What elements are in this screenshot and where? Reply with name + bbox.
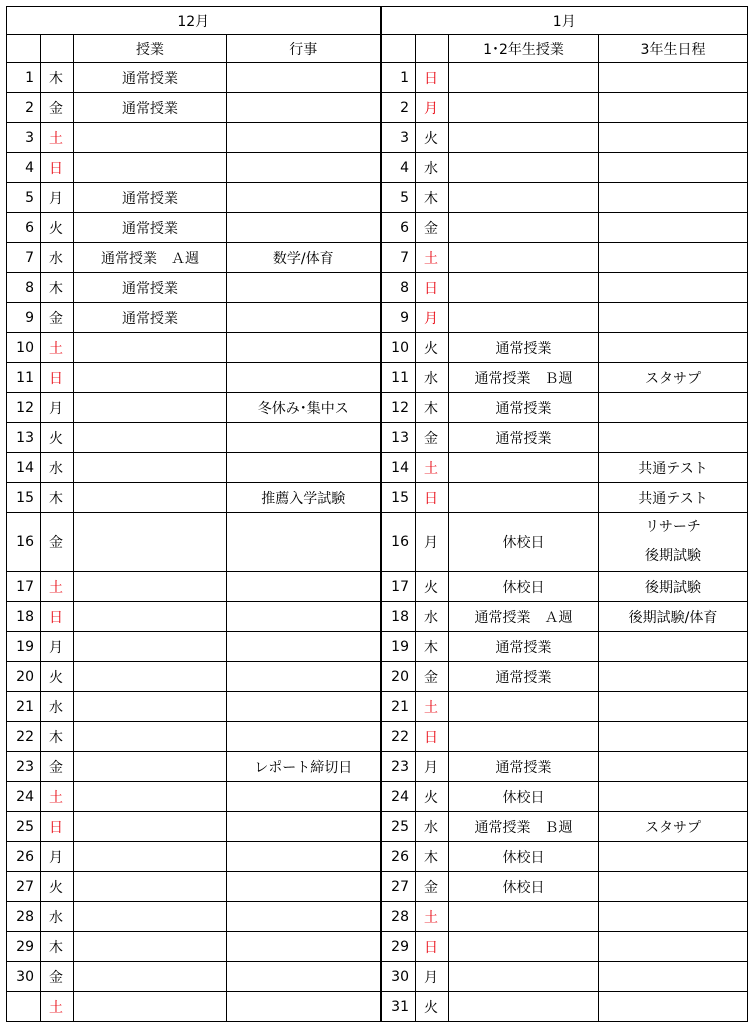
dec-day-number: 27 xyxy=(7,872,41,902)
jan-day-number: 3 xyxy=(381,123,416,153)
jan-third-year-cell xyxy=(599,932,748,962)
dec-day-number: 1 xyxy=(7,63,41,93)
table-row xyxy=(7,183,748,213)
table-row xyxy=(7,572,748,602)
dec-event-cell: 冬休み･集中ス xyxy=(227,393,381,423)
jan-day-number: 24 xyxy=(381,782,416,812)
dec-class-cell xyxy=(74,513,227,572)
jan-day-number: 26 xyxy=(381,842,416,872)
jan-day-number: 21 xyxy=(381,692,416,722)
schedule-table xyxy=(6,6,748,1022)
jan-weekday: 日 xyxy=(416,273,449,303)
table-row xyxy=(7,632,748,662)
jan-weekday: 月 xyxy=(416,962,449,992)
dec-class-cell xyxy=(74,453,227,483)
jan-third-year-cell xyxy=(599,842,748,872)
table-row xyxy=(7,962,748,992)
dec-day-number: 7 xyxy=(7,243,41,273)
jan-weekday: 日 xyxy=(416,722,449,752)
dec-class-cell xyxy=(74,692,227,722)
jan-third-year-cell xyxy=(599,423,748,453)
table-row xyxy=(7,722,748,752)
jan-day-number: 2 xyxy=(381,93,416,123)
jan-third-year-cell xyxy=(599,902,748,932)
jan-third-year-header: 3年生日程 xyxy=(599,35,748,63)
dec-class-cell xyxy=(74,363,227,393)
dec-class-cell xyxy=(74,662,227,692)
dec-weekday: 木 xyxy=(41,722,74,752)
dec-class-cell xyxy=(74,333,227,363)
jan-class-cell xyxy=(449,453,599,483)
december-header: 12月 xyxy=(7,7,381,35)
jan-class-cell: 通常授業 Ｂ週 xyxy=(449,363,599,393)
month-header-row xyxy=(7,7,748,35)
table-row xyxy=(7,93,748,123)
table-row xyxy=(7,992,748,1022)
jan-day-number: 17 xyxy=(381,572,416,602)
jan-class-cell xyxy=(449,303,599,333)
table-row xyxy=(7,453,748,483)
jan-class-cell xyxy=(449,273,599,303)
table-row xyxy=(7,752,748,782)
jan-third-year-cell xyxy=(599,782,748,812)
jan-day-number: 12 xyxy=(381,393,416,423)
dec-class-cell xyxy=(74,812,227,842)
jan-day-number: 8 xyxy=(381,273,416,303)
dec-class-cell xyxy=(74,483,227,513)
jan-third-year-cell xyxy=(599,752,748,782)
jan-third-year-cell xyxy=(599,632,748,662)
jan-weekday: 土 xyxy=(416,692,449,722)
table-row xyxy=(7,872,748,902)
jan-class-cell: 休校日 xyxy=(449,842,599,872)
dec-event-cell xyxy=(227,692,381,722)
dec-day-number: 5 xyxy=(7,183,41,213)
jan-weekday: 月 xyxy=(416,752,449,782)
dec-weekday: 土 xyxy=(41,572,74,602)
dec-class-cell xyxy=(74,752,227,782)
dec-weekday: 土 xyxy=(41,782,74,812)
dec-weekday: 木 xyxy=(41,483,74,513)
jan-class-cell xyxy=(449,183,599,213)
jan-third-year-cell xyxy=(599,722,748,752)
jan-day-number: 29 xyxy=(381,932,416,962)
dec-weekday: 金 xyxy=(41,93,74,123)
dec-day-number: 20 xyxy=(7,662,41,692)
dec-day-number: 18 xyxy=(7,602,41,632)
dec-day-number: 10 xyxy=(7,333,41,363)
table-row xyxy=(7,902,748,932)
jan-third-year-cell xyxy=(599,213,748,243)
jan-third-year-cell: 共通テスト xyxy=(599,483,748,513)
jan-third-year-cell: 共通テスト xyxy=(599,453,748,483)
dec-class-cell xyxy=(74,423,227,453)
jan-class-cell xyxy=(449,992,599,1022)
table-row xyxy=(7,513,748,572)
jan-day-number: 22 xyxy=(381,722,416,752)
dec-class-cell: 通常授業 xyxy=(74,183,227,213)
jan-weekday: 土 xyxy=(416,902,449,932)
dec-weekday: 金 xyxy=(41,752,74,782)
jan-weekday: 日 xyxy=(416,932,449,962)
dec-weekday: 火 xyxy=(41,662,74,692)
jan-weekday: 火 xyxy=(416,992,449,1022)
dec-event-cell xyxy=(227,183,381,213)
jan-third-year-cell xyxy=(599,243,748,273)
dec-class-cell xyxy=(74,872,227,902)
dec-event-cell xyxy=(227,902,381,932)
jan-day-number: 16 xyxy=(381,513,416,572)
dec-day-number: 14 xyxy=(7,453,41,483)
dec-weekday: 日 xyxy=(41,363,74,393)
jan-third-year-cell xyxy=(599,962,748,992)
jan-weekday: 金 xyxy=(416,213,449,243)
jan-class-cell: 休校日 xyxy=(449,782,599,812)
dec-event-cell xyxy=(227,513,381,572)
jan-day-number: 4 xyxy=(381,153,416,183)
jan-class-cell xyxy=(449,153,599,183)
dec-event-cell: 推薦入学試験 xyxy=(227,483,381,513)
jan-weekday: 月 xyxy=(416,513,449,572)
table-row xyxy=(7,842,748,872)
dec-day-number: 24 xyxy=(7,782,41,812)
table-row xyxy=(7,333,748,363)
jan-weekday: 日 xyxy=(416,63,449,93)
jan-day-number: 27 xyxy=(381,872,416,902)
dec-class-cell xyxy=(74,602,227,632)
dec-day-number: 21 xyxy=(7,692,41,722)
jan-class-cell: 休校日 xyxy=(449,513,599,572)
jan-class-cell: 通常授業 xyxy=(449,662,599,692)
blank-header-cell xyxy=(416,35,449,63)
dec-class-cell xyxy=(74,153,227,183)
jan-third-year-cell xyxy=(599,692,748,722)
jan-third-year-cell xyxy=(599,303,748,333)
dec-event-cell: 数学/体育 xyxy=(227,243,381,273)
dec-event-cell xyxy=(227,453,381,483)
dec-class-cell: 通常授業 xyxy=(74,63,227,93)
dec-day-number: 15 xyxy=(7,483,41,513)
dec-weekday: 日 xyxy=(41,812,74,842)
dec-event-cell xyxy=(227,992,381,1022)
jan-class-cell: 通常授業 xyxy=(449,752,599,782)
jan-class-cell: 通常授業 Ａ週 xyxy=(449,602,599,632)
dec-day-number: 19 xyxy=(7,632,41,662)
table-row xyxy=(7,602,748,632)
table-row xyxy=(7,483,748,513)
jan-day-number: 25 xyxy=(381,812,416,842)
jan-day-number: 1 xyxy=(381,63,416,93)
jan-weekday: 火 xyxy=(416,333,449,363)
dec-weekday: 月 xyxy=(41,393,74,423)
dec-weekday: 火 xyxy=(41,213,74,243)
jan-class-cell xyxy=(449,243,599,273)
dec-event-cell xyxy=(227,572,381,602)
dec-event-cell xyxy=(227,153,381,183)
jan-day-number: 28 xyxy=(381,902,416,932)
jan-class-cell xyxy=(449,213,599,243)
jan-day-number: 20 xyxy=(381,662,416,692)
blank-header-cell xyxy=(7,35,41,63)
jan-day-number: 15 xyxy=(381,483,416,513)
jan-third-year-cell xyxy=(599,872,748,902)
table-row xyxy=(7,303,748,333)
table-row xyxy=(7,782,748,812)
jan-day-number: 14 xyxy=(381,453,416,483)
jan-weekday: 土 xyxy=(416,453,449,483)
jan-class-cell xyxy=(449,932,599,962)
dec-day-number: 16 xyxy=(7,513,41,572)
dec-class-cell xyxy=(74,842,227,872)
jan-third-year-cell xyxy=(599,153,748,183)
dec-class-cell xyxy=(74,572,227,602)
jan-day-number: 10 xyxy=(381,333,416,363)
dec-event-cell xyxy=(227,722,381,752)
dec-weekday: 金 xyxy=(41,513,74,572)
dec-class-cell: 通常授業 xyxy=(74,93,227,123)
dec-event-cell: レポート締切日 xyxy=(227,752,381,782)
table-row xyxy=(7,213,748,243)
jan-class-cell: 休校日 xyxy=(449,872,599,902)
dec-day-number: 8 xyxy=(7,273,41,303)
blank-header-cell xyxy=(381,35,416,63)
jan-third-year-cell xyxy=(599,992,748,1022)
jan-third-year-cell: スタサプ xyxy=(599,363,748,393)
jan-third-year-cell xyxy=(599,662,748,692)
dec-class-cell xyxy=(74,902,227,932)
january-header: 1月 xyxy=(381,7,748,35)
jan-class-cell: 休校日 xyxy=(449,572,599,602)
table-row xyxy=(7,123,748,153)
jan-class-header: 1･2年生授業 xyxy=(449,35,599,63)
jan-weekday: 水 xyxy=(416,812,449,842)
dec-class-header: 授業 xyxy=(74,35,227,63)
dec-class-cell xyxy=(74,962,227,992)
dec-event-cell xyxy=(227,602,381,632)
table-row xyxy=(7,812,748,842)
jan-day-number: 9 xyxy=(381,303,416,333)
dec-event-cell xyxy=(227,872,381,902)
table-row xyxy=(7,692,748,722)
blank-header-cell xyxy=(41,35,74,63)
dec-class-cell xyxy=(74,992,227,1022)
dec-class-cell: 通常授業 Ａ週 xyxy=(74,243,227,273)
jan-day-number: 18 xyxy=(381,602,416,632)
dec-event-cell xyxy=(227,123,381,153)
dec-day-number: 13 xyxy=(7,423,41,453)
dec-weekday: 日 xyxy=(41,602,74,632)
jan-third-year-cell xyxy=(599,333,748,363)
jan-class-cell xyxy=(449,483,599,513)
jan-class-cell: 通常授業 Ｂ週 xyxy=(449,812,599,842)
dec-weekday: 金 xyxy=(41,962,74,992)
jan-class-cell xyxy=(449,722,599,752)
table-row xyxy=(7,932,748,962)
dec-event-cell xyxy=(227,812,381,842)
dec-event-cell xyxy=(227,632,381,662)
jan-class-cell xyxy=(449,692,599,722)
dec-weekday: 木 xyxy=(41,273,74,303)
jan-day-number: 13 xyxy=(381,423,416,453)
dec-weekday: 木 xyxy=(41,63,74,93)
dec-event-cell xyxy=(227,423,381,453)
dec-day-number: 28 xyxy=(7,902,41,932)
jan-class-cell xyxy=(449,93,599,123)
dec-weekday: 月 xyxy=(41,632,74,662)
dec-day-number: 17 xyxy=(7,572,41,602)
jan-third-year-cell: スタサプ xyxy=(599,812,748,842)
jan-third-year-cell xyxy=(599,183,748,213)
jan-weekday: 金 xyxy=(416,872,449,902)
jan-class-cell xyxy=(449,962,599,992)
jan-weekday: 火 xyxy=(416,572,449,602)
jan-weekday: 月 xyxy=(416,303,449,333)
jan-class-cell xyxy=(449,63,599,93)
dec-class-cell: 通常授業 xyxy=(74,273,227,303)
jan-weekday: 木 xyxy=(416,393,449,423)
dec-class-cell xyxy=(74,782,227,812)
dec-day-number: 4 xyxy=(7,153,41,183)
jan-day-number: 31 xyxy=(381,992,416,1022)
dec-day-number: 12 xyxy=(7,393,41,423)
jan-weekday: 水 xyxy=(416,602,449,632)
jan-weekday: 土 xyxy=(416,243,449,273)
dec-event-cell xyxy=(227,363,381,393)
dec-day-number: 26 xyxy=(7,842,41,872)
dec-weekday: 土 xyxy=(41,333,74,363)
jan-weekday: 水 xyxy=(416,153,449,183)
dec-weekday: 月 xyxy=(41,183,74,213)
dec-day-number: 30 xyxy=(7,962,41,992)
table-row xyxy=(7,662,748,692)
table-row xyxy=(7,63,748,93)
table-row xyxy=(7,393,748,423)
dec-event-cell xyxy=(227,303,381,333)
dec-day-number: 11 xyxy=(7,363,41,393)
jan-third-year-cell xyxy=(599,93,748,123)
jan-day-number: 5 xyxy=(381,183,416,213)
jan-day-number: 11 xyxy=(381,363,416,393)
jan-class-cell xyxy=(449,123,599,153)
jan-class-cell: 通常授業 xyxy=(449,632,599,662)
dec-day-number: 23 xyxy=(7,752,41,782)
dec-day-number: 9 xyxy=(7,303,41,333)
jan-third-year-cell xyxy=(599,63,748,93)
dec-event-cell xyxy=(227,273,381,303)
dec-event-cell xyxy=(227,93,381,123)
third-year-line: 後期試験 xyxy=(645,548,701,564)
table-row xyxy=(7,273,748,303)
dec-weekday: 日 xyxy=(41,153,74,183)
jan-class-cell xyxy=(449,902,599,932)
dec-class-cell xyxy=(74,722,227,752)
jan-day-number: 19 xyxy=(381,632,416,662)
dec-class-cell xyxy=(74,932,227,962)
dec-weekday: 水 xyxy=(41,902,74,932)
jan-third-year-cell: 後期試験/体育 xyxy=(599,602,748,632)
dec-day-number: 22 xyxy=(7,722,41,752)
dec-day-number xyxy=(7,992,41,1022)
jan-class-cell: 通常授業 xyxy=(449,393,599,423)
jan-weekday: 木 xyxy=(416,842,449,872)
jan-class-cell: 通常授業 xyxy=(449,423,599,453)
table-row xyxy=(7,153,748,183)
jan-weekday: 水 xyxy=(416,363,449,393)
jan-third-year-cell xyxy=(599,273,748,303)
dec-class-cell: 通常授業 xyxy=(74,303,227,333)
jan-day-number: 23 xyxy=(381,752,416,782)
jan-weekday: 月 xyxy=(416,93,449,123)
dec-weekday: 月 xyxy=(41,842,74,872)
dec-event-header: 行事 xyxy=(227,35,381,63)
jan-third-year-cell xyxy=(599,393,748,423)
dec-event-cell xyxy=(227,333,381,363)
jan-weekday: 金 xyxy=(416,423,449,453)
jan-third-year-cell: 後期試験 xyxy=(599,572,748,602)
dec-weekday: 木 xyxy=(41,932,74,962)
dec-event-cell xyxy=(227,962,381,992)
jan-day-number: 7 xyxy=(381,243,416,273)
dec-weekday: 土 xyxy=(41,123,74,153)
dec-class-cell xyxy=(74,123,227,153)
jan-weekday: 火 xyxy=(416,782,449,812)
dec-day-number: 25 xyxy=(7,812,41,842)
dec-class-cell: 通常授業 xyxy=(74,213,227,243)
dec-weekday: 火 xyxy=(41,872,74,902)
dec-day-number: 6 xyxy=(7,213,41,243)
dec-event-cell xyxy=(227,782,381,812)
table-row xyxy=(7,363,748,393)
column-header-row xyxy=(7,35,748,63)
jan-class-cell: 通常授業 xyxy=(449,333,599,363)
table-row xyxy=(7,243,748,273)
dec-day-number: 2 xyxy=(7,93,41,123)
dec-weekday: 土 xyxy=(41,992,74,1022)
jan-third-year-cell xyxy=(599,123,748,153)
dec-event-cell xyxy=(227,662,381,692)
dec-event-cell xyxy=(227,213,381,243)
dec-weekday: 金 xyxy=(41,303,74,333)
dec-day-number: 3 xyxy=(7,123,41,153)
jan-weekday: 木 xyxy=(416,632,449,662)
third-year-line: リサーチ xyxy=(645,519,701,535)
dec-day-number: 29 xyxy=(7,932,41,962)
dec-weekday: 水 xyxy=(41,692,74,722)
table-row xyxy=(7,423,748,453)
dec-weekday: 水 xyxy=(41,453,74,483)
jan-day-number: 6 xyxy=(381,213,416,243)
jan-weekday: 金 xyxy=(416,662,449,692)
dec-event-cell xyxy=(227,842,381,872)
dec-event-cell xyxy=(227,932,381,962)
jan-day-number: 30 xyxy=(381,962,416,992)
jan-weekday: 木 xyxy=(416,183,449,213)
dec-class-cell xyxy=(74,632,227,662)
jan-third-year-cell xyxy=(599,513,748,572)
dec-weekday: 火 xyxy=(41,423,74,453)
dec-weekday: 水 xyxy=(41,243,74,273)
jan-weekday: 日 xyxy=(416,483,449,513)
dec-class-cell xyxy=(74,393,227,423)
jan-weekday: 火 xyxy=(416,123,449,153)
dec-event-cell xyxy=(227,63,381,93)
